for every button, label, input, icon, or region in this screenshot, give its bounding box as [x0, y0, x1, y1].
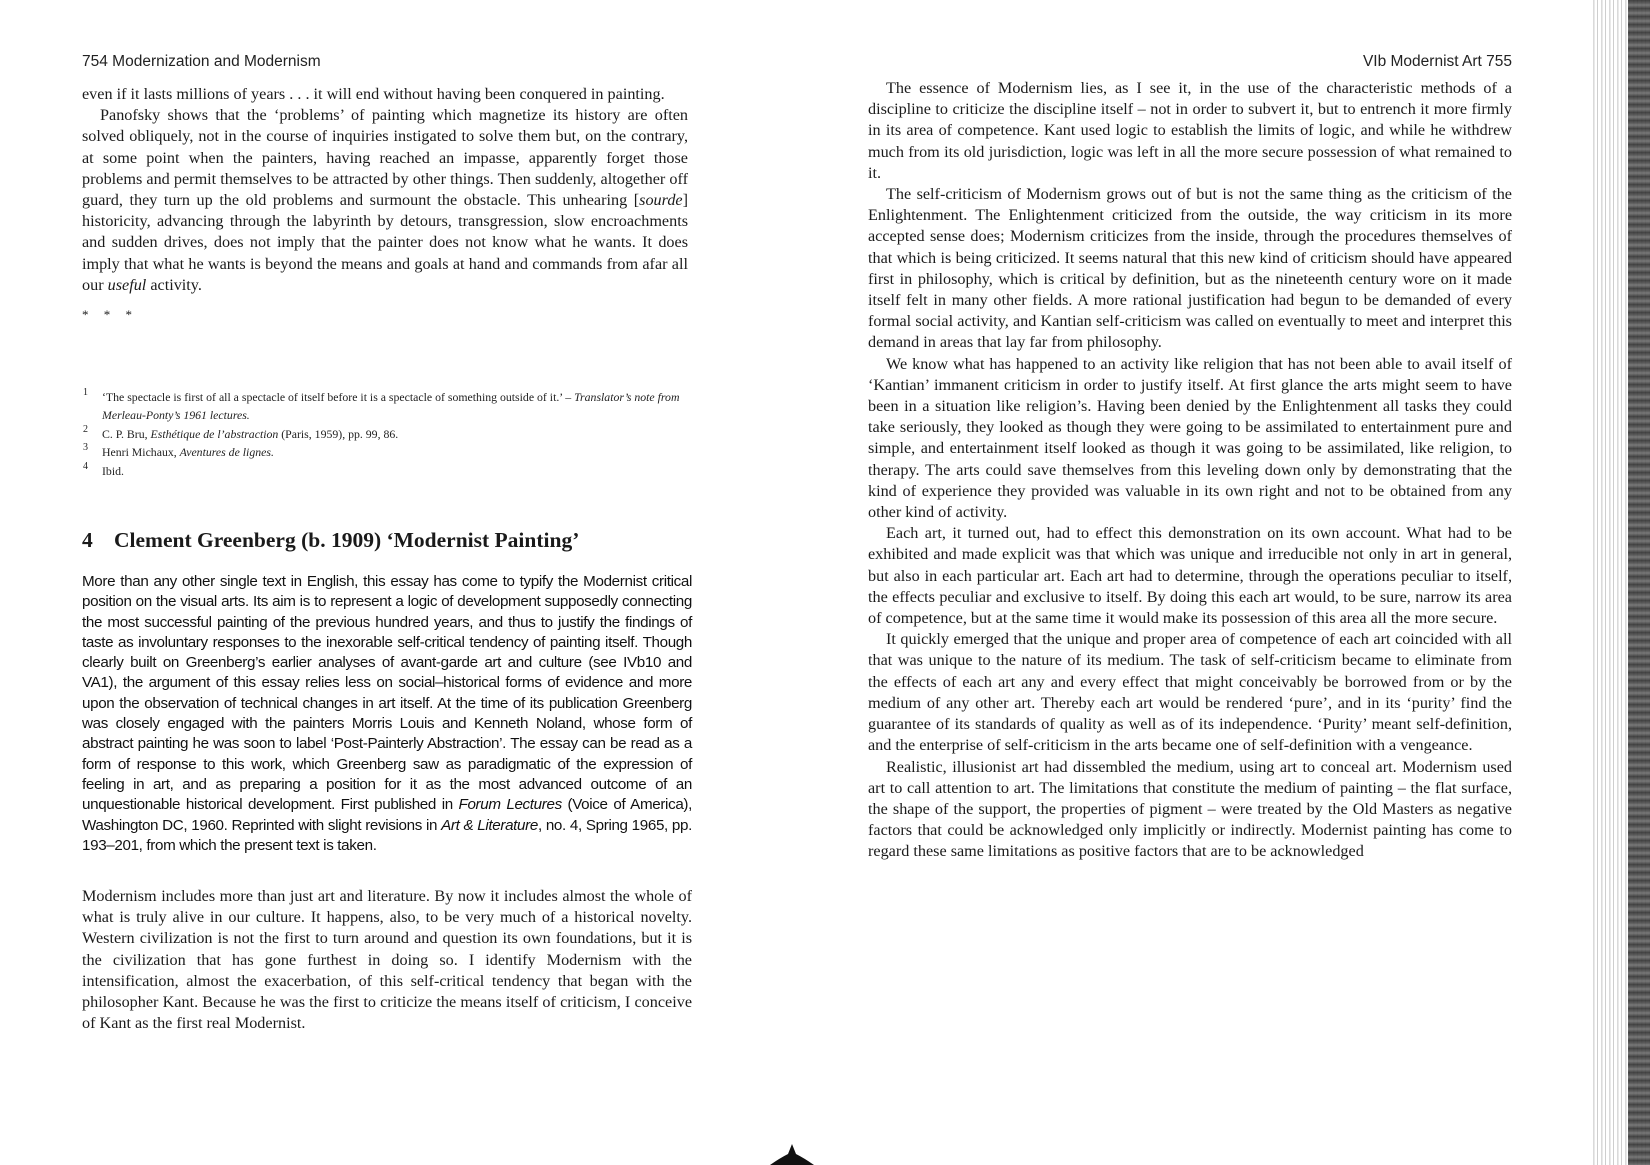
scan-edge-dark [1628, 0, 1650, 1165]
left-running-head: 754 Modernization and Modernism [82, 53, 321, 70]
paragraph: even if it lasts millions of years . . . it will end without having been conquered in painting. [82, 85, 665, 103]
right-running-head: VIb Modernist Art 755 [1362, 53, 1512, 70]
paragraph: Panofsky shows that the ‘problems’ of painting which magnetize its history are often solved obliquely, not in the course of inquiries instigated to solve them but, on the contrary, at some point when the painters, having reached an impasse, apparently forget those problems and permit themselves to be attracted by other things. Then suddenly, altogether off guard, they turn up the old problems and surmount the obstacle. This unhearing [sourde] historicity, advancing through the labyrinth by detours, transgression, slow encroachments and sudden drives, does not imply that the painter does not know what he wants. It does imply that what he wants is beyond the means and goals at hand and commands from afar all our useful activity. [82, 106, 688, 294]
paragraph: Realistic, illusionist art had dissembled the medium, using art to conceal art. Modernism used art to call attention to art. The limitations that constitute the medium of painting – the flat surface, the shape of the support, the properties of pigment – were treated by the Old Masters as negative factors that could be acknowledged only implicitly or indirectly. Modernist painting has come to regard these same limitations as positive factors that are to be acknowledged [868, 757, 1512, 861]
footnote: 2 C. P. Bru, Esthétique de l’abstraction (Paris, 1959), pp. 99, 86. [83, 423, 399, 441]
chapter-introduction [82, 572, 692, 856]
paragraph: The essence of Modernism lies, as I see it, in the use of the characteristic methods of a discipline to criticize the discipline itself – not in order to subvert it, but to entrench it more firmly in its area of competence. Kant used logic to establish the limits of logic, and while he withdrew much from its old jurisdiction, logic was left in all the more secure possession of what remained to it. [868, 79, 1512, 182]
footnotes [82, 388, 688, 480]
footnote: 1 ‘The spectacle is first of all a spectacle of itself before it is a spectacle of something outside of it.’ – Translator’s note from Merleau-Ponty’s 1961 lectures. [83, 387, 680, 423]
section-break: * * * [82, 307, 138, 323]
paragraph: Each art, it turned out, had to effect this demonstration on its own account. What had to be exhibited and made explicit was that which was unique and irreducible not only in art in general, but also in each particular art. Each art had to determine, through the operations peculiar to itself, the effects peculiar and exclusive to itself. By doing this each art would, to be sure, narrow its area of competence, but at the same time it would make its possession of this area all the more secure. [868, 524, 1512, 628]
footnote: 3 Henri Michaux, Aventures de lignes. [83, 442, 274, 460]
essay-opening [82, 886, 692, 1034]
essay-body [868, 78, 1512, 863]
left-page [82, 0, 732, 1165]
paragraph: We know what has happened to an activity like religion that has not been able to avail itself of ‘Kantian’ immanent criticism in order to justify itself. At first glance the arts might seem to have been in a situation like religion’s. Having been denied by the Enlightenment all tasks they could take seriously, they looked as though they were going to be assimilated to entertainment pure and simple, and entertainment itself looked as though it was going to be assimilated, like religion, to therapy. The arts could save themselves from this leveling down only by demonstrating that the kind of experience they provided was valuable in its own right and not to be obtained from any other kind of activity. [868, 354, 1512, 522]
footnote: 4 Ibid. [83, 460, 124, 478]
paragraph: It quickly emerged that the unique and proper area of competence of each art coincided with all that was unique to the nature of its medium. The task of self-criticism became to eliminate from the effects of each art any and every effect that might conceivably be borrowed from or by the medium of any other art. Thereby each art would be rendered ‘pure’, and in its ‘purity’ find the guarantee of its standards of quality as well as of its independence. ‘Purity’ meant self-definition, and the enterprise of self-criticism in the arts became one of self-definition with a vengeance. [868, 630, 1512, 755]
paragraph: Modernism includes more than just art and literature. By now it includes almost the whole of what is truly alive in our culture. It happens, also, to be very much of a historical novelty. Western civilization is not the first to turn around and question its own foundations, but it is the civilization that has gone furthest in doing so. I identify Modernism with the intensification, almost the exacerbation, of this self-critical tendency that began with the philosopher Kant. Because he was the first to criticize the means itself of criticism, I conceive of Kant as the first real Modernist. [82, 887, 692, 1033]
right-page [868, 0, 1512, 1165]
chapter-heading: 4 Clement Greenberg (b. 1909) ‘Modernist Painting’ [82, 528, 580, 552]
continued-text [82, 84, 688, 325]
intro-paragraph: More than any other single text in English, this essay has come to typify the Modernist critical position on the visual arts. Its aim is to represent a logic of development supposedly connecting the most successful painting of the previous hundred years, and thus to justify the findings of taste as involuntary responses to the inexorable self-critical tendency of painting itself. Though clearly built on Greenberg’s earlier analyses of avant-garde art and culture (see IVb10 and VA1), the argument of this essay relies less on social–historical forms of evidence and more upon the observation of technical changes in art itself. At the time of its publication Greenberg was closely engaged with the painters Morris Louis and Kenneth Noland, whose form of abstract painting he was soon to label ‘Post-Painterly Abstraction’. The essay can be read as a form of response to this work, which Greenberg saw as paradigmatic of the expression of feeling in art, and as preparing a position for it as the most advanced outcome of an unquestionable historical development. First published in Forum Lectures (Voice of America), Washington DC, 1960. Reprinted with slight revisions in Art & Literature, no. 4, Spring 1965, pp. 193–201, from which the present text is taken. [82, 573, 692, 854]
gutter-binding-mark [770, 1140, 814, 1165]
paragraph: The self-criticism of Modernism grows out of but is not the same thing as the criticism of the Enlightenment. The Enlightenment criticized from the outside, the way criticism in its more accepted sense does; Modernism criticizes from the inside, through the procedures themselves of that which is being criticized. It seems natural that this new kind of criticism should have appeared first in philosophy, which is critical by definition, but as the nineteenth century wore on it made itself felt in many other fields. A more rational justification had begun to be demanded of every formal social activity, and Kantian self-criticism was called on eventually to meet and interpret this demand in areas that lay far from philosophy. [868, 185, 1512, 352]
